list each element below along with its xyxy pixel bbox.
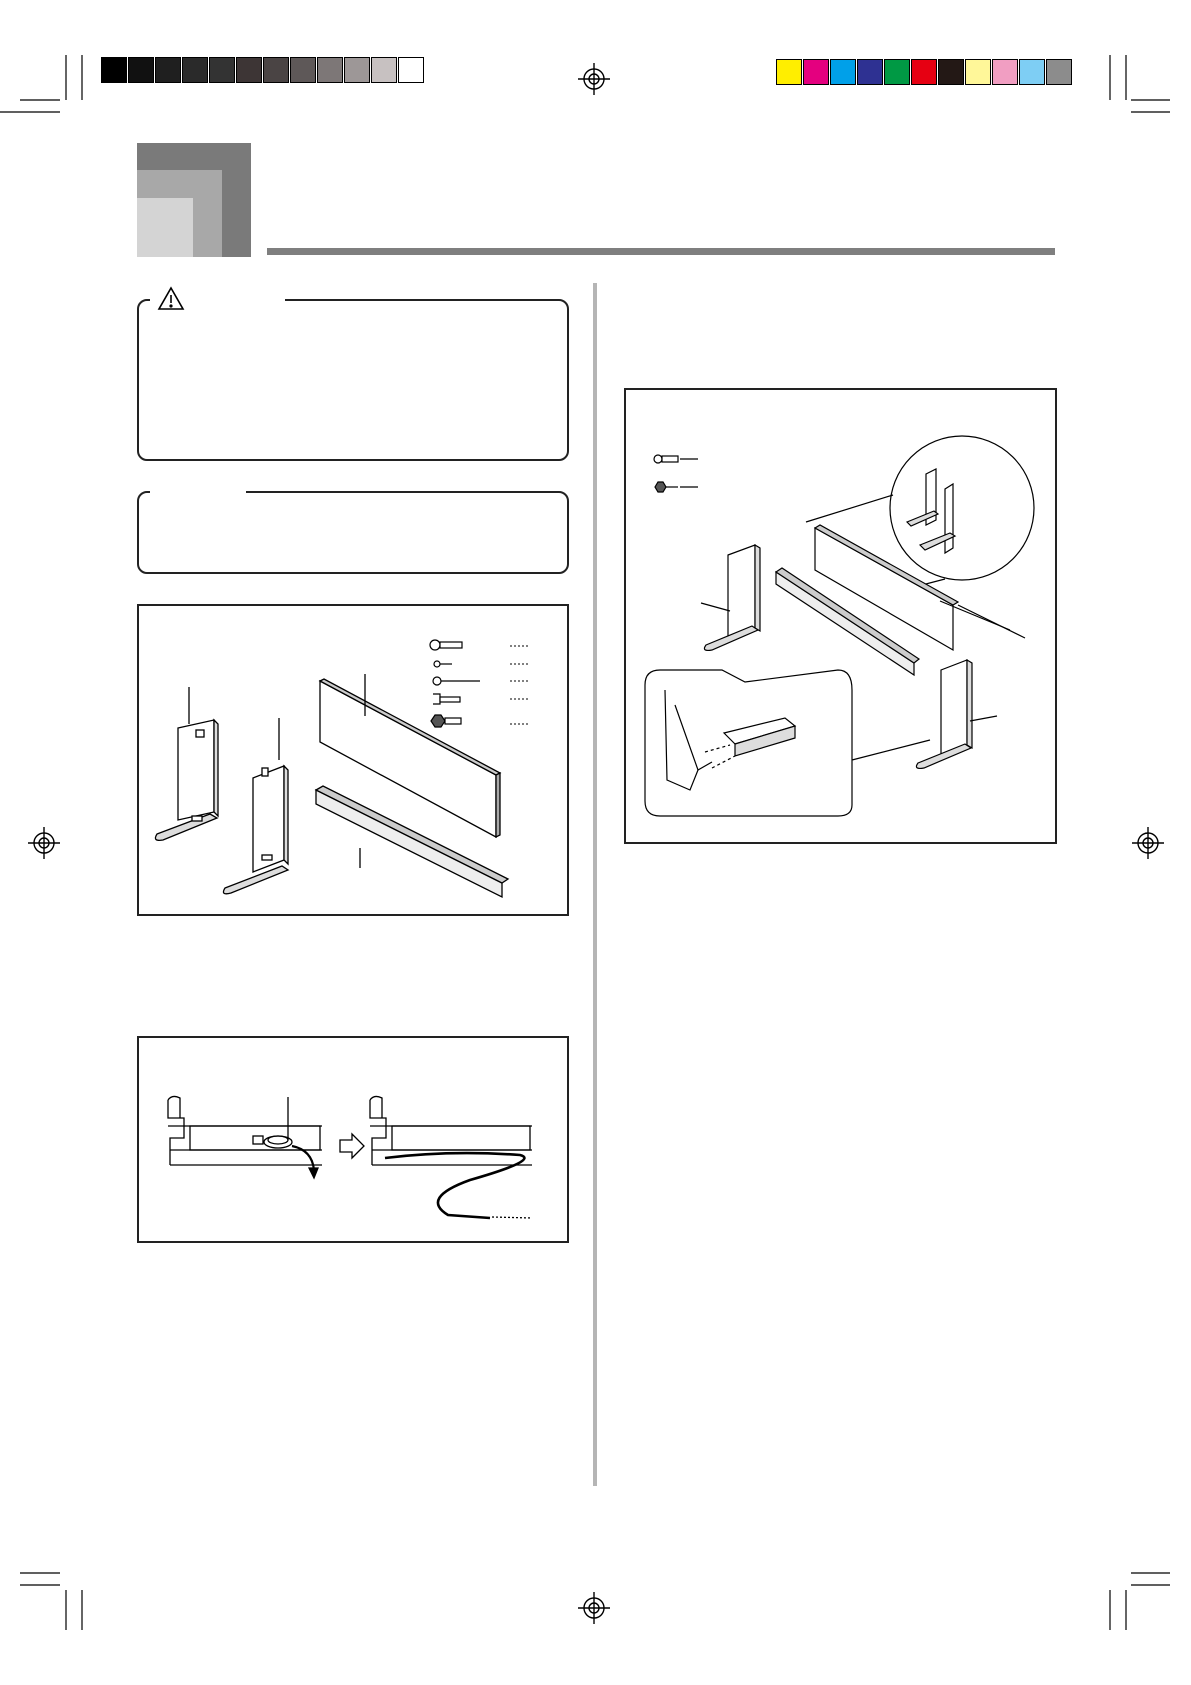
screw-icon (654, 455, 678, 463)
detail-bubble-bottom (645, 670, 930, 816)
detail-circle-top (890, 436, 1034, 580)
hex-screw-icon (655, 482, 678, 492)
